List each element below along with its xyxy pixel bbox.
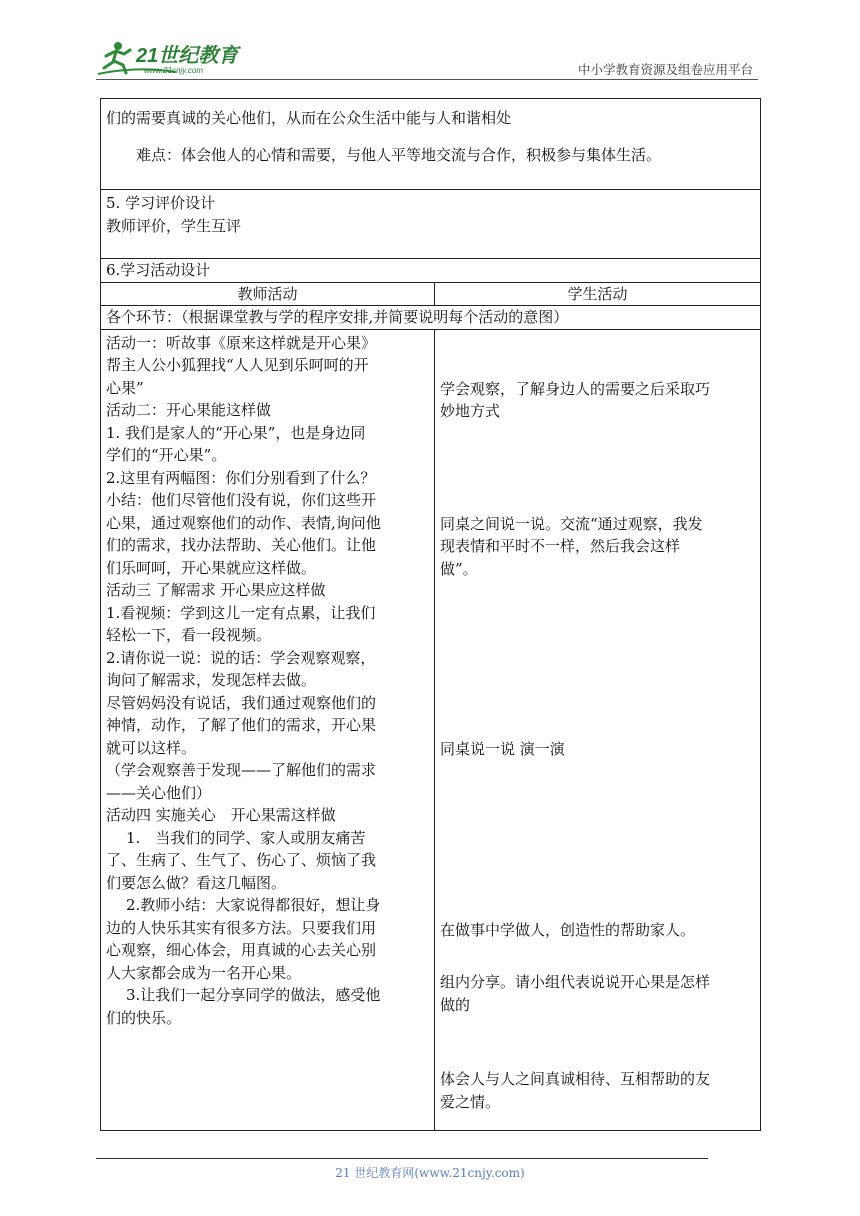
teacher-line: 活动四 实施关心 开心果需这样做 <box>106 806 336 824</box>
student-line: 做”。 <box>440 559 478 578</box>
teacher-line: 1. 我们是家人的“开心果”，也是身边同 <box>106 423 366 442</box>
teacher-line: 活动一：听故事《原来这样就是开心果》 <box>106 333 377 352</box>
header-divider <box>96 79 758 80</box>
teacher-line: 就可以这样。 <box>106 738 197 757</box>
teacher-activities <box>101 329 435 1130</box>
teacher-line: 们乐呵呵，开心果就应这样做。 <box>106 558 317 577</box>
footer-text: 21 世纪教育网(www.21cnjy.com) <box>335 1166 525 1180</box>
student-line: 组内分享。请小组代表说说开心果是怎样 <box>440 973 711 991</box>
teacher-line: 学们的“开心果”。 <box>106 446 227 464</box>
teacher-line: 3.让我们一起分享同学的做法，感受他 <box>126 986 381 1004</box>
student-line: 做的 <box>440 995 471 1014</box>
difficulty-row <box>101 99 761 190</box>
steps-row <box>101 306 761 330</box>
teacher-line: 2.教师小结：大家说得都很好，想让身 <box>126 896 381 914</box>
evaluation-title: 5. 学习评价设计 <box>106 194 216 212</box>
teacher-line: 1. 当我们的同学、家人或朋友痛苦 <box>126 828 366 847</box>
activity-content-row <box>101 329 761 1130</box>
teacher-line: 们的需求，找办法帮助、关心他们。让他 <box>106 536 377 554</box>
activity-title: 6.学习活动设计 <box>106 261 211 279</box>
teacher-line: 们的快乐。 <box>106 1008 182 1027</box>
teacher-line: 尽管妈妈没有说话，我们通过观察他们的 <box>106 693 377 712</box>
student-line: 体会人与人之间真诚相待、互相帮助的友 <box>440 1070 711 1088</box>
evaluation-row <box>101 190 761 259</box>
steps-text: 各个环节：（根据课堂教与学的程序安排,并简要说明每个活动的意图） <box>106 308 569 326</box>
student-line: 在做事中学做人，创造性的帮助家人。 <box>440 920 696 939</box>
teacher-line: 边的人快乐其实有很多方法。只要我们用 <box>106 918 377 937</box>
platform-name: 中小学教育资源及组卷应用平台 <box>577 62 753 77</box>
footer-divider <box>96 1158 708 1159</box>
evaluation-body: 教师评价，学生互评 <box>106 216 242 235</box>
teacher-line: 询问了解需求，发现怎样去做。 <box>106 671 317 689</box>
teacher-line: 活动二：开心果能这样做 <box>106 401 272 419</box>
logo-url: www.21cnjy.com <box>144 66 203 75</box>
teacher-line: 神情，动作，了解了他们的需求，开心果 <box>106 716 377 734</box>
activity-title-row <box>101 259 761 283</box>
teacher-line: 1.看视频：学到这儿一定有点累，让我们 <box>106 603 376 622</box>
teacher-line: 心果” <box>106 378 144 397</box>
difficulty-text: 难点：体会他人的心情和需要，与他人平等地交流与合作，积极参与集体生活。 <box>136 145 662 164</box>
teacher-line: 人大家都会成为一名开心果。 <box>106 963 302 982</box>
student-line: 同桌说一说 演一演 <box>440 740 565 758</box>
teacher-line: （学会观察善于发现——了解他们的需求 <box>106 761 377 779</box>
logo-text: 21世纪教育 <box>136 45 239 67</box>
teacher-line: 活动三 了解需求 开心果应这样做 <box>106 581 326 599</box>
student-line: 妙地方式 <box>440 402 501 420</box>
teacher-line: 心果，通过观察他们的动作、表情,询问他 <box>106 513 381 532</box>
logo <box>96 38 256 78</box>
student-line: 学会观察，了解身边人的需要之后采取巧 <box>440 379 711 398</box>
lesson-table <box>100 98 761 1131</box>
teacher-line: 2.这里有两幅图：你们分别看到了什么？ <box>106 468 376 487</box>
student-activities <box>435 329 761 1130</box>
teacher-line: 们要怎么做？看这几幅图。 <box>106 873 287 892</box>
continuation-text: 们的需要真诚的关心他们，从而在公众生活中能与人和谐相处 <box>106 109 512 127</box>
student-line: 同桌之间说一说。交流“通过观察，我发 <box>440 514 703 533</box>
teacher-col-header: 教师活动 <box>101 282 435 306</box>
student-line: 爱之情。 <box>440 1092 501 1111</box>
student-col-header: 学生活动 <box>435 282 761 306</box>
column-header-row <box>101 282 761 306</box>
teacher-line: 帮主人公小狐狸找“人人见到乐呵呵的开 <box>106 356 369 374</box>
student-line: 现表情和平时不一样，然后我会这样 <box>440 537 681 555</box>
teacher-line: 2.请你说一说：说的话：学会观察观察， <box>106 648 376 667</box>
teacher-line: 心观察，细心体会，用真诚的心去关心别 <box>106 941 377 959</box>
teacher-line: 轻松一下，看一段视频。 <box>106 626 272 644</box>
teacher-line: ——关心他们） <box>106 783 212 802</box>
teacher-line: 小结：他们尽管他们没有说，你们这些开 <box>106 491 377 509</box>
teacher-line: 了、生病了、生气了、伤心了、烦恼了我 <box>106 851 377 869</box>
